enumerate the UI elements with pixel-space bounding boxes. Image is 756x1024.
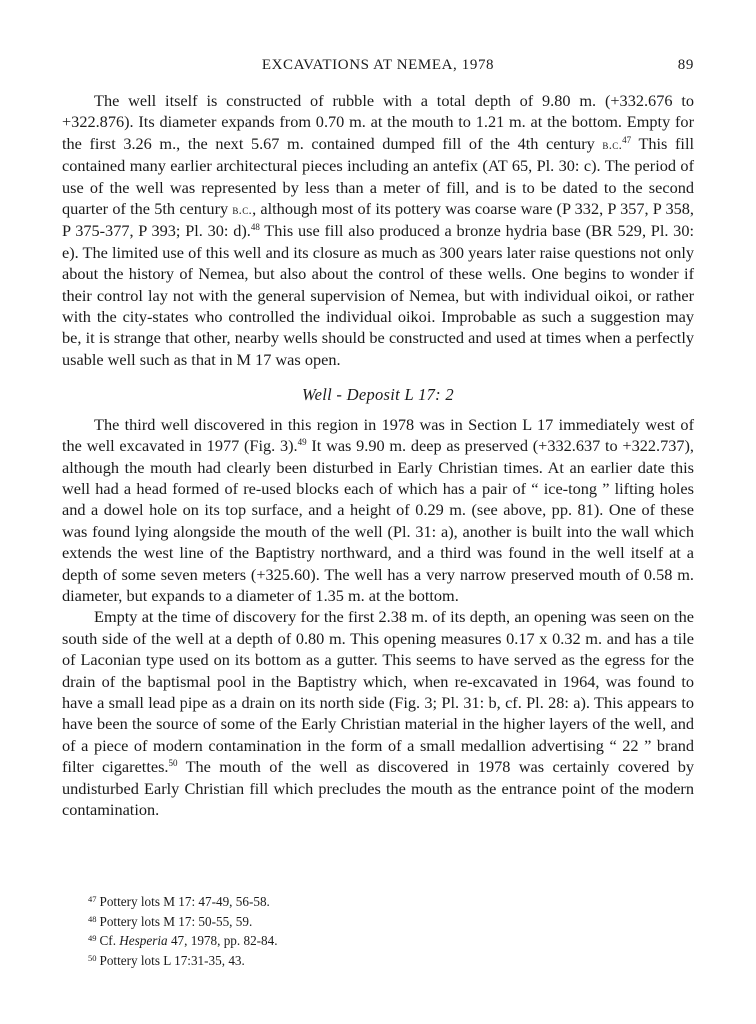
paragraph-well-l17-opening: [62, 606, 694, 820]
paragraph-well-l17-intro: [62, 414, 694, 607]
section-heading: Well - Deposit L 17: 2: [302, 385, 454, 405]
footnote-text: Cf.: [99, 933, 120, 948]
footnote-ref-48: 48: [250, 222, 260, 233]
footnote-ref-47: 47: [622, 134, 632, 145]
footnotes: [88, 891, 648, 969]
text-run: The well itself is constructed of rubble with a total depth of 9.80 m. (+332.676 to +322.876). Its diameter expands from 0.70 m. at the mouth to 1.21 m. at the bottom. Empty for the first 3.26 m., the next 5.67 m. contained dumped fill of the 4th century: [62, 91, 694, 153]
footnote-text: 47, 1978, pp. 82-84.: [167, 933, 278, 948]
footnote-50: [88, 950, 648, 970]
era-abbrev: b.c.: [602, 136, 623, 152]
era-abbrev: b.c.: [232, 202, 253, 218]
footnote-49: [88, 930, 648, 950]
footnote-ref-49: 49: [297, 437, 307, 448]
text-run: The mouth of the well as discovered in 1978 was certainly covered by undisturbed Early Christian fill which precludes the mouth as the entrance point of the modern contamination.: [62, 757, 695, 819]
footnote-text: Pottery lots M 17: 50-55, 59.: [99, 913, 253, 929]
text-run: It was 9.90 m. deep as preserved (+332.637 to +322.737), although the mouth had clearly been disturbed in Early Christian times. At an earlier date this well had a head formed of re-used blocks each of which has a pair of “ ice-tong ” lifting holes and a dowel hole on its top surface, and a height of 0.29 m. (see above, pp. 81). One of these was found lying alongside the mouth of the well (Pl. 31: a), another is built into the wall which extends the west line of the Baptistry northward, and a third was found in the well itself at a depth of some seven meters (+325.60). The well has a very narrow preserved mouth of 0.58 m. diameter, but expands to a diameter of 1.35 m. at the bottom.: [62, 436, 694, 605]
footnote-number: 49: [88, 933, 97, 943]
body-text: [62, 90, 694, 820]
footnote-48: [88, 911, 648, 931]
text-run: This fill contained many earlier architectural pieces including an antefix (AT 65, Pl. 30: c). The period of use of the well was represented by less than a meter of fill, and is to be dated to the second quarter of the 5th century: [62, 133, 694, 219]
page-number: 89: [677, 57, 694, 73]
footnote-number: 50: [88, 952, 97, 963]
text-run: This use fill also produced a bronze hydria base (BR 529, Pl. 30: e). The limited use of this well and its closure as much as 300 years later raise questions not only about the history of Nemea, but also about the control of these wells. One begins to wonder if their control lay not with the general supervision of Nemea, but with individual oikoi, or rather with the city-states who controlled the individual oikoi. Improbable as such a suggestion may be, it is strange that other, nearby wells should be constructed and used at times when a perfectly usable well such as that in M 17 was open.: [62, 221, 694, 369]
footnote-text: Pottery lots L 17:31-35, 43.: [99, 952, 245, 968]
page-header: [62, 57, 694, 79]
footnote-47: [88, 891, 648, 911]
text-run: , although most of its pottery was coarse ware (P 332, P 357, P 358, P 375-377, P 393; Pl. 30: d).: [62, 199, 694, 241]
paragraph-well-m17: [62, 90, 694, 370]
text-run: Empty at the time of discovery for the first 2.38 m. of its depth, an opening was seen on the south side of the well at a depth of 0.80 m. This opening measures 0.17 x 0.32 m. and has a tile of Laconian type used on its bottom as a gutter. This seems to have served as the egress for the drain of the baptismal pool in the Baptistry which, when re-excavated in 1964, was found to have a small lead pipe as a drain on its north side (Fig. 3; Pl. 31: b, cf. Pl. 28: a). This appears to have been the source of some of the Early Christian material in the higher layers of the well, and of a piece of modern contamination in the form of a small medallion advertising “ 22 ” brand filter cigarettes.: [62, 607, 694, 777]
footnote-number: 47: [88, 894, 97, 904]
footnote-number: 48: [88, 913, 97, 924]
footnote-text: Pottery lots M 17: 47-49, 56-58.: [99, 894, 270, 909]
running-title: EXCAVATIONS AT NEMEA, 1978: [261, 57, 495, 73]
journal-title: Hesperia: [119, 933, 168, 948]
footnote-ref-50: 50: [168, 758, 178, 769]
text-run: The third well discovered in this region in 1978 was in Section L 17 immediately west of the well excavated in 1977 (Fig. 3).: [62, 414, 694, 456]
